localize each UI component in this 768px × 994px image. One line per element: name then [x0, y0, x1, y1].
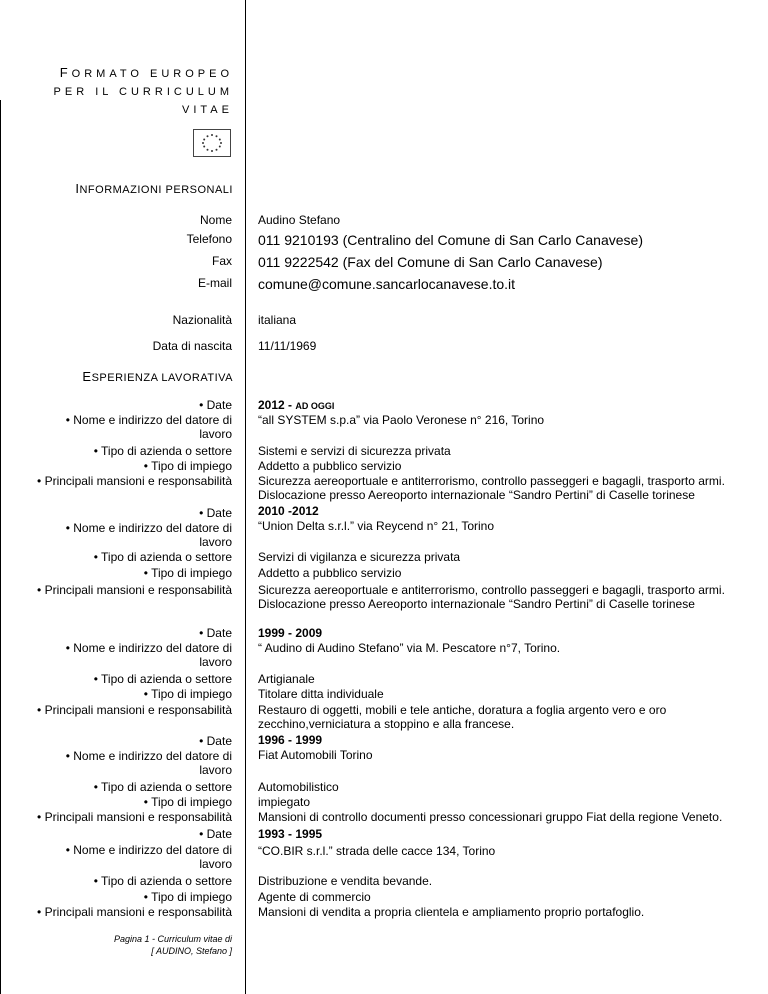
- job-2-type: Addetto a pubblico servizio: [258, 566, 402, 580]
- job-2-duties-label: • Principali mansioni e responsabilità: [37, 583, 232, 597]
- document-header: [54, 64, 233, 119]
- job-4-employer: Fiat Automobili Torino: [258, 748, 373, 762]
- job-5-duties: Mansioni di vendita a propria clientela e ampliamento proprio portafoglio.: [258, 905, 645, 919]
- label-nazionalita: Nazionalità: [172, 313, 232, 327]
- job-3-sector: Artigianale: [258, 672, 315, 686]
- value-fax: 011 9222542 (Fax del Comune di San Carlo Canavese): [258, 254, 603, 270]
- value-nazionalita: italiana: [258, 313, 297, 327]
- job-1-employer: “all SYSTEM s.p.a” via Paolo Veronese n° 216, Torino: [258, 413, 545, 427]
- left-margin-line: [0, 100, 1, 994]
- job-4-sector-label: • Tipo di azienda o settore: [93, 780, 232, 794]
- job-4-duties-label: • Principali mansioni e responsabilità: [37, 810, 232, 824]
- job-5-duties-label: • Principali mansioni e responsabilità: [37, 905, 232, 919]
- value-email: comune@comune.sancarlocanavese.to.it: [258, 276, 516, 292]
- job-1-employer-label: • Nome e indirizzo del datore di lavoro: [65, 413, 232, 441]
- job-4-sector: Automobilistico: [258, 780, 339, 794]
- job-1-duties: Sicurezza aereoportuale e antiterrorismo, controllo passeggeri e bagagli, trasporto armi. Dislocazione presso Aereoporto internazionale “Sandro Pertini” di Caselle torinese: [258, 474, 725, 502]
- job-3-type: Titolare ditta individuale: [258, 687, 384, 701]
- job-5-date-label: • Date: [199, 827, 232, 841]
- job-3-duties: Restauro di oggetti, mobili e tele antiche, doratura a foglia argento vero e oro zecchino,verniciatura a stoppino e alla francese.: [258, 703, 667, 731]
- job-2-employer: “Union Delta s.r.l.” via Reycend n° 21, Torino: [258, 519, 495, 533]
- job-5-employer: “CO.BIR s.r.l.” strada delle cacce 134, Torino: [258, 844, 496, 858]
- section-title-experience: ESPERIENZA LAVORATIVA: [82, 369, 233, 384]
- section-title-personal: INFORMAZIONI PERSONALI: [75, 181, 233, 196]
- job-2-date: 2010 -2012: [258, 504, 319, 518]
- job-2-sector-label: • Tipo di azienda o settore: [93, 550, 232, 564]
- label-telefono: Telefono: [186, 232, 232, 246]
- job-4-date-label: • Date: [199, 734, 232, 748]
- job-4-employer-label: • Nome e indirizzo del datore di lavoro: [65, 749, 232, 777]
- footer-line-2: [ AUDINO, Stefano ]: [151, 946, 232, 956]
- job-5-type: Agente di commercio: [258, 890, 371, 904]
- job-3-employer: “ Audino di Audino Stefano” via M. Pescatore n°7, Torino.: [258, 641, 561, 655]
- column-divider: [245, 0, 246, 994]
- job-2-type-label: • Tipo di impiego: [143, 566, 232, 580]
- header-line-2: PER IL CURRICULUM: [53, 86, 233, 98]
- label-fax: Fax: [211, 254, 232, 268]
- job-2-employer-label: • Nome e indirizzo del datore di lavoro: [65, 521, 232, 549]
- job-1-duties-label: • Principali mansioni e responsabilità: [37, 474, 232, 488]
- job-5-sector: Distribuzione e vendita bevande.: [258, 874, 433, 888]
- page-footer: [32, 933, 232, 957]
- value-nome: Audino Stefano: [258, 213, 341, 227]
- job-4-date: 1996 - 1999: [258, 733, 323, 747]
- value-telefono: 011 9210193 (Centralino del Comune di San Carlo Canavese): [258, 232, 643, 248]
- job-5-type-label: • Tipo di impiego: [143, 890, 232, 904]
- job-4-type-label: • Tipo di impiego: [143, 795, 232, 809]
- job-3-date: 1999 - 2009: [258, 626, 323, 640]
- header-line-1: FORMATO EUROPEO: [59, 65, 233, 80]
- job-1-type: Addetto a pubblico servizio: [258, 459, 402, 473]
- job-2-date-label: • Date: [199, 506, 232, 520]
- job-1-date-label: • Date: [199, 398, 232, 412]
- job-4-duties: Mansioni di controllo documenti presso concessionari gruppo Fiat della regione Veneto.: [258, 810, 723, 824]
- job-3-employer-label: • Nome e indirizzo del datore di lavoro: [65, 641, 232, 669]
- job-1-date: 2012 - AD OGGI: [258, 398, 335, 412]
- job-1-sector: Sistemi e servizi di sicurezza privata: [258, 444, 451, 458]
- label-nome: Nome: [199, 213, 232, 227]
- job-1-sector-label: • Tipo di azienda o settore: [93, 444, 232, 458]
- job-1-type-label: • Tipo di impiego: [143, 459, 232, 473]
- job-3-date-label: • Date: [199, 626, 232, 640]
- job-2-duties: Sicurezza aereoportuale e antiterrorismo, controllo passeggeri e bagagli, trasporto armi. Dislocazione presso Aereoporto internazionale “Sandro Pertini” di Caselle torinese: [258, 583, 725, 611]
- value-data-nascita: 11/11/1969: [258, 339, 317, 353]
- job-5-sector-label: • Tipo di azienda o settore: [93, 874, 232, 888]
- header-line-3: VITAE: [182, 104, 233, 116]
- job-3-sector-label: • Tipo di azienda o settore: [93, 672, 232, 686]
- footer-line-1: Pagina 1 - Curriculum vitae di: [113, 934, 232, 944]
- job-3-duties-label: • Principali mansioni e responsabilità: [37, 703, 232, 717]
- job-4-type: impiegato: [258, 795, 311, 809]
- eu-flag-icon: [193, 129, 231, 157]
- label-email: E-mail: [197, 276, 232, 290]
- job-2-sector: Servizi di vigilanza e sicurezza privata: [258, 550, 461, 564]
- job-5-date: 1993 - 1995: [258, 827, 323, 841]
- job-3-type-label: • Tipo di impiego: [143, 687, 232, 701]
- job-5-employer-label: • Nome e indirizzo del datore di lavoro: [65, 843, 232, 871]
- label-data-nascita: Data di nascita: [152, 339, 232, 353]
